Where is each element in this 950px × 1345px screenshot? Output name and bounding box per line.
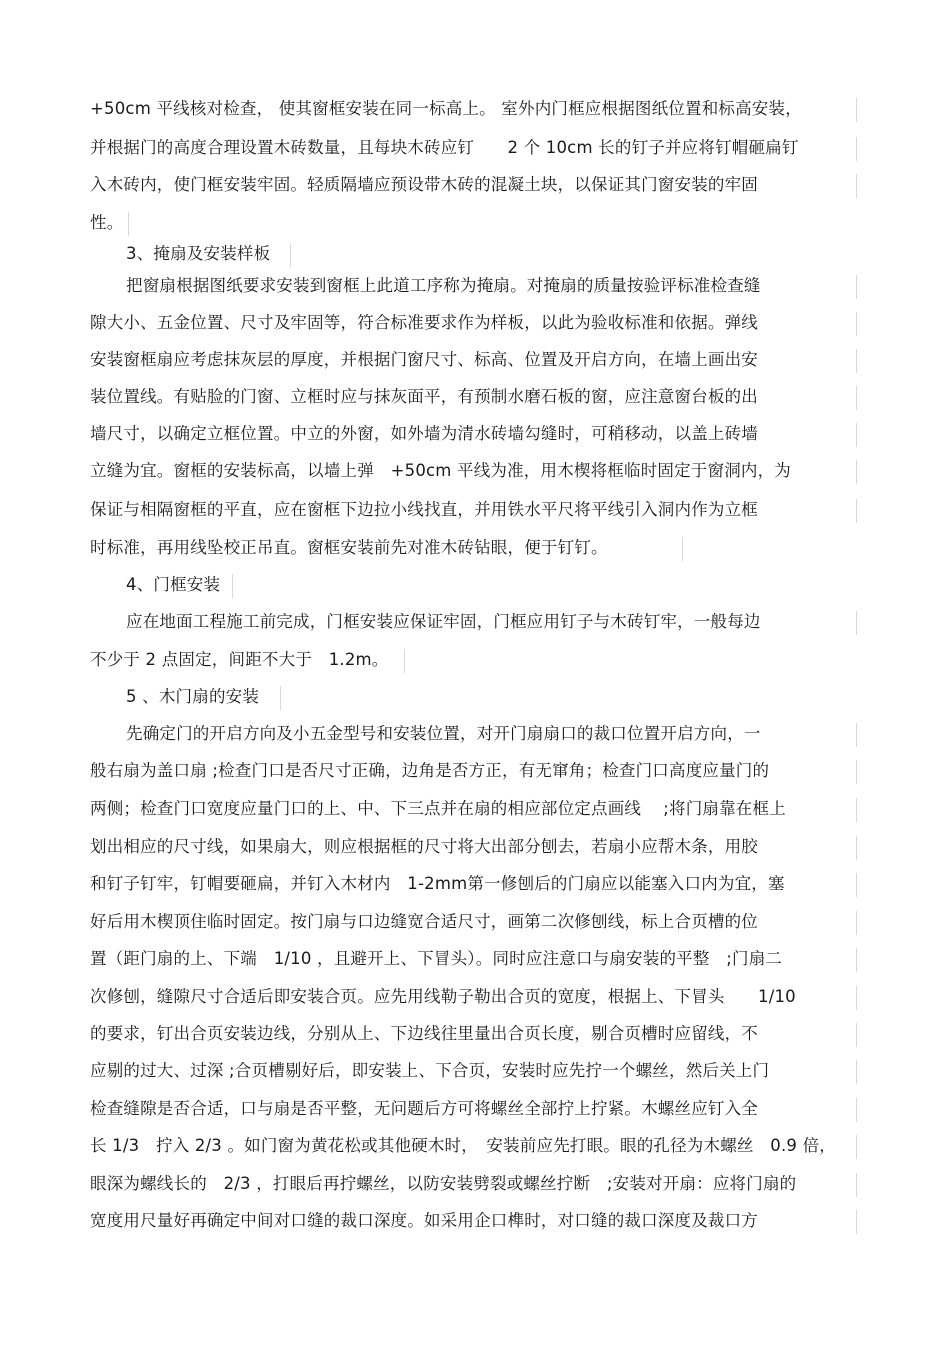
scan-artifact-rule <box>856 1173 857 1197</box>
scan-artifact-rule <box>856 911 857 935</box>
text-line: 长 1/3 拧入 2/3 。如门窗为黄花松或其他硬木时， 安装前应先打眼。眼的孔径为木螺丝 0.9 倍， <box>90 1136 836 1155</box>
text-line: 墙尺寸，以确定立框位置。中立的外窗，如外墙为清水砖墙勾缝时，可稍移动，以盖上砖墙 <box>90 424 758 443</box>
text-line: 时标准，再用线坠校正吊直。窗框安装前先对准木砖钻眼，便于钉钉。 <box>90 538 608 557</box>
scan-artifact-rule <box>856 1135 857 1159</box>
scan-artifact-rule <box>280 686 281 710</box>
text-line: 眼深为螺线长的 2/3 ，打眼后再拧螺丝，以防安装劈裂或螺丝拧断 ;安装对开扇：应将门扇的 <box>90 1174 797 1193</box>
scan-artifact-rule <box>290 243 291 267</box>
section-heading: 3、掩扇及安装样板 <box>126 244 271 263</box>
scan-artifact-rule <box>404 649 405 673</box>
text-line: 应剔的过大、过深 ;合页槽剔好后，即安装上、下合页，安装时应先拧一个螺丝，然后关上门 <box>90 1061 770 1080</box>
scan-artifact-rule <box>682 537 683 561</box>
scan-artifact-rule <box>128 212 129 236</box>
text-line: 性。 <box>90 213 124 232</box>
scan-artifact-rule <box>856 1210 857 1234</box>
scan-artifact-rule <box>856 1023 857 1047</box>
text-line: 立缝为宜。窗框的安装标高，以墙上弹 +50cm 平线为准，用木楔将框临时固定于窗洞内，为 <box>90 461 792 480</box>
text-line: 装位置线。有贴脸的门窗、立框时应与抹灰面平，有预制水磨石板的窗，应注意窗台板的出 <box>90 387 758 406</box>
text-line: 先确定门的开启方向及小五金型号和安装位置，对开门扇扇口的裁口位置开启方向，一 <box>126 724 761 743</box>
text-line: 置（距门扇的上、下端 1/10 ，且避开上、下冒头）。同时应注意口与扇安装的平整 ;门扇二 <box>90 949 783 968</box>
scan-artifact-rule <box>856 275 857 299</box>
scan-artifact-rule <box>856 499 857 523</box>
text-line: 般右扇为盖口扇 ;检查门口是否尺寸正确，边角是否方正，有无窜角；检查门口高度应量门的 <box>90 761 770 780</box>
scan-artifact-rule <box>856 611 857 635</box>
text-line: 划出相应的尺寸线，如果扇大，则应根据框的尺寸将大出部分刨去，若扇小应帮木条，用胶 <box>90 837 758 856</box>
text-line: 隙大小、五金位置、尺寸及牢固等，符合标准要求作为样板，以此为验收标准和依据。弹线 <box>90 313 758 332</box>
scan-artifact-rule <box>856 137 857 161</box>
scan-artifact-rule <box>856 423 857 447</box>
text-line: +50cm 平线核对检查， 使其窗框安装在同一标高上。 室外内门框应根据图纸位置和标高安装， <box>90 99 802 118</box>
scan-artifact-rule <box>856 948 857 972</box>
scan-artifact-rule <box>856 386 857 410</box>
scan-artifact-rule <box>856 98 857 122</box>
text-line: 和钉子钉牢，钉帽要砸扁，并钉入木材内 1-2mm第一修刨后的门扇应以能塞入口内为宜，塞 <box>90 874 785 893</box>
scan-artifact-rule <box>856 760 857 784</box>
scan-artifact-rule <box>856 836 857 860</box>
section-heading: 4、门框安装 <box>126 575 221 594</box>
text-line: 两侧；检查门口宽度应量门口的上、中、下三点并在扇的相应部位定点画线 ;将门扇靠在框上 <box>90 799 786 818</box>
scan-artifact-rule <box>856 723 857 747</box>
text-line: 次修刨，缝隙尺寸合适后即安装合页。应先用线勒子勒出合页的宽度，根据上、下冒头 1/10 <box>90 987 796 1006</box>
text-line: 检查缝隙是否合适，口与扇是否平整，无问题后方可将螺丝全部拧上拧紧。木螺丝应钉入全 <box>90 1099 758 1118</box>
scan-artifact-rule <box>856 798 857 822</box>
scan-artifact-rule <box>232 574 233 598</box>
scan-artifact-rule <box>856 460 857 484</box>
scan-artifact-rule <box>856 349 857 373</box>
text-line: 应在地面工程施工前完成，门框安装应保证牢固，门框应用钉子与木砖钉牢，一般每边 <box>126 612 761 631</box>
text-line: 入木砖内，使门框安装牢固。轻质隔墙应预设带木砖的混凝土块，以保证其门窗安装的牢固 <box>90 175 758 194</box>
text-line: 并根据门的高度合理设置木砖数量，且每块木砖应钉 2 个 10cm 长的钉子并应将钉帽砸扁钉 <box>90 138 799 157</box>
scan-artifact-rule <box>856 1098 857 1122</box>
text-line: 好后用木楔顶住临时固定。按门扇与口边缝宽合适尺寸，画第二次修刨线，标上合页槽的位 <box>90 912 758 931</box>
scan-artifact-rule <box>856 312 857 336</box>
text-line: 保证与相隔窗框的平直，应在窗框下边拉小线找直，并用铁水平尺将平线引入洞内作为立框 <box>90 500 758 519</box>
section-heading: 5 、木门扇的安装 <box>126 687 260 706</box>
text-line: 的要求，钉出合页安装边线，分别从上、下边线往里量出合页长度，剔合页槽时应留线，不 <box>90 1024 758 1043</box>
text-line: 宽度用尺量好再确定中间对口缝的裁口深度。如采用企口榫时，对口缝的裁口深度及裁口方 <box>90 1211 758 1230</box>
scan-artifact-rule <box>856 986 857 1010</box>
text-line: 不少于 2 点固定，间距不大于 1.2m。 <box>90 650 389 669</box>
text-line: 把窗扇根据图纸要求安装到窗框上此道工序称为掩扇。对掩扇的质量按验评标准检查缝 <box>126 276 761 295</box>
scan-artifact-rule <box>856 174 857 198</box>
scan-artifact-rule <box>856 1060 857 1084</box>
text-line: 安装窗框扇应考虑抹灰层的厚度，并根据门窗尺寸、标高、位置及开启方向，在墙上画出安 <box>90 350 758 369</box>
scan-artifact-rule <box>856 873 857 897</box>
